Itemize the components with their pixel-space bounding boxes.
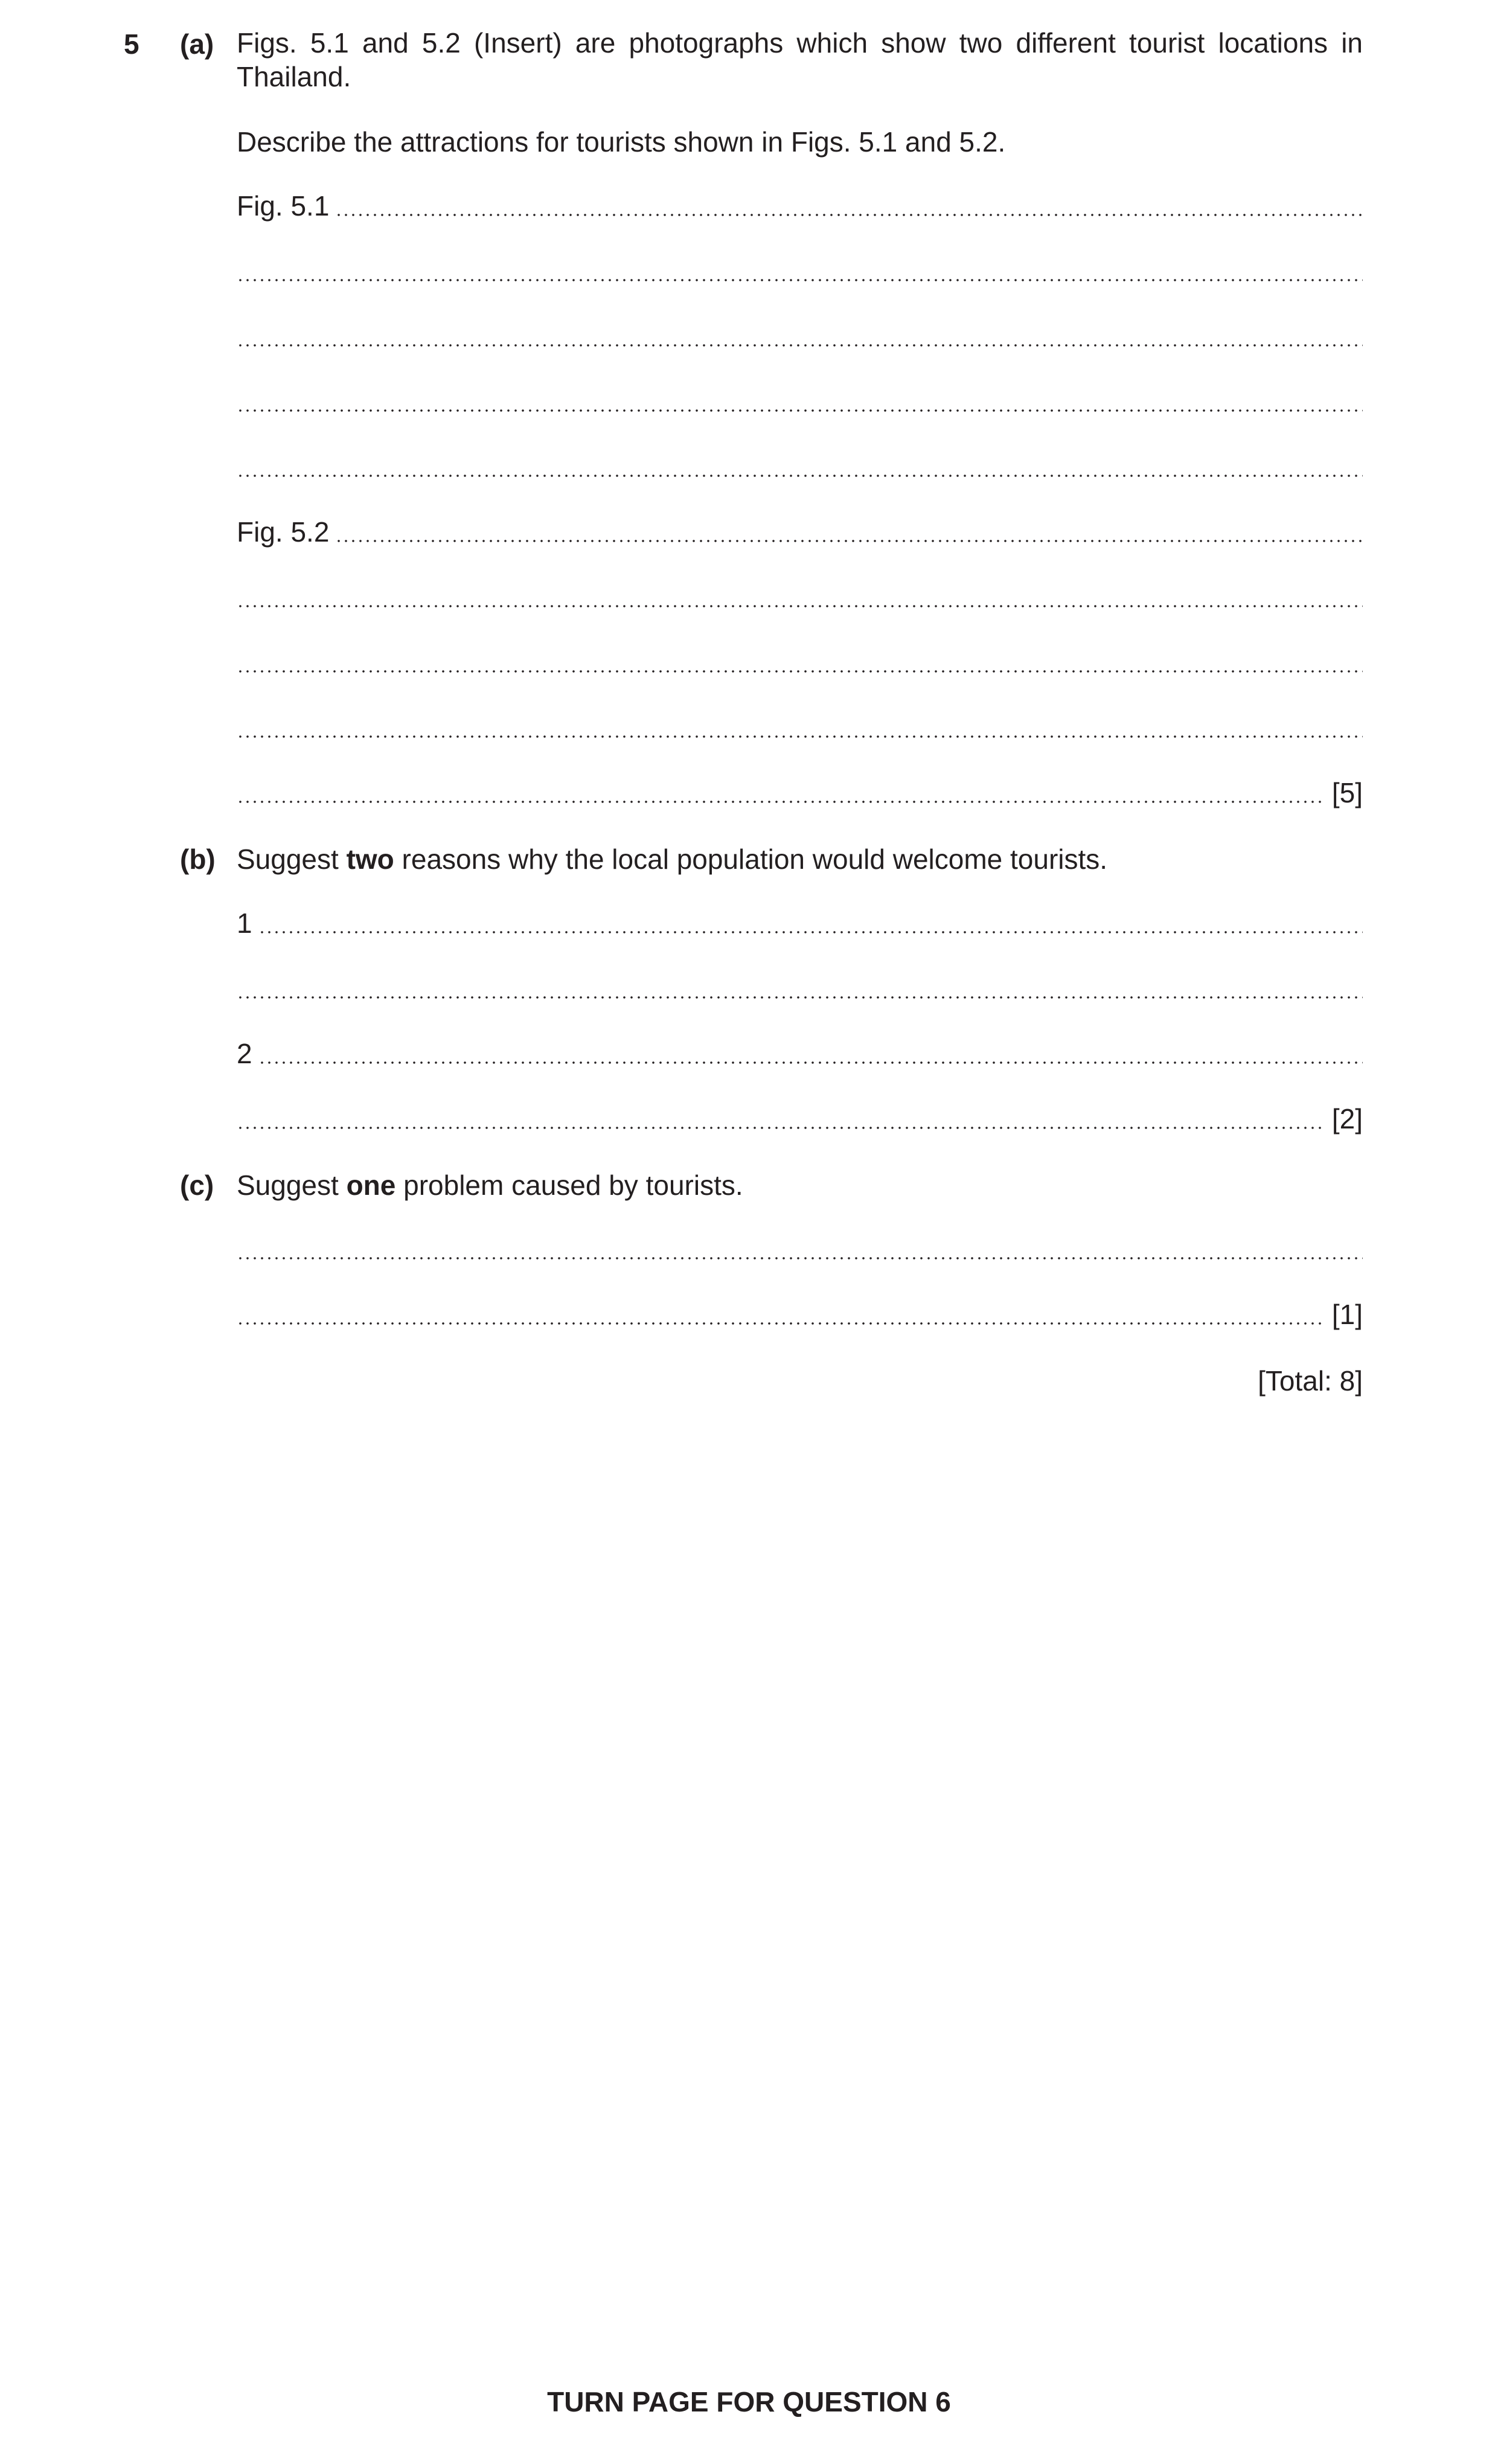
answer-line-fig52-5[interactable] [237, 777, 1363, 808]
question-number: 5 [124, 28, 139, 60]
answer-line-b2[interactable] [237, 1038, 1363, 1069]
dotted-line [335, 214, 1363, 216]
dotted-line [237, 279, 1363, 281]
dotted-line [237, 670, 1363, 673]
answer-line-fig52-1[interactable] [237, 516, 1363, 548]
dotted-line [237, 409, 1363, 412]
part-a-instruction: Describe the attractions for tourists shown in Figs. 5.1 and 5.2. [237, 126, 1006, 158]
answer-line-fig51-1[interactable] [237, 190, 1363, 222]
part-a-intro-line2: Thailand. [237, 61, 351, 92]
part-b-label: (b) [180, 843, 216, 875]
dotted-line [237, 1257, 1363, 1259]
dotted-line [237, 344, 1363, 347]
part-b-emphasis: two [346, 843, 394, 875]
part-b-prompt: Suggest two reasons why the local population would welcome tourists. [237, 843, 1108, 875]
part-c-label: (c) [180, 1170, 214, 1201]
part-c-prompt: Suggest one problem caused by tourists. [237, 1170, 743, 1201]
answer-line-fig52-2[interactable] [237, 584, 1363, 611]
dotted-line [237, 1127, 1324, 1129]
answer-line-b1-cont[interactable] [237, 976, 1363, 1002]
answer-line-fig51-5[interactable] [237, 454, 1363, 481]
answer-line-b1[interactable] [237, 907, 1363, 939]
dotted-line [258, 931, 1363, 933]
part-b-marks: [2] [1331, 1103, 1363, 1134]
answer-line-fig52-4[interactable] [237, 715, 1363, 741]
dotted-line [237, 801, 1324, 803]
dotted-line [237, 475, 1363, 477]
answer-line-c2[interactable] [237, 1299, 1363, 1330]
answer-line-fig52-3[interactable] [237, 650, 1363, 676]
dotted-line [335, 540, 1363, 542]
dotted-line [237, 996, 1363, 999]
page-footer: TURN PAGE FOR QUESTION 6 [547, 2386, 951, 2418]
part-a-marks: [5] [1331, 777, 1363, 808]
total-marks: [Total: 8] [1258, 1365, 1363, 1397]
part-a-intro-line1: Figs. 5.1 and 5.2 (Insert) are photographs which show two different tourist locations in [237, 27, 1363, 59]
answer-line-fig51-4[interactable] [237, 389, 1363, 415]
answer-line-fig51-3[interactable] [237, 324, 1363, 350]
item-number-2: 2 [237, 1038, 252, 1069]
answer-line-c1[interactable] [237, 1237, 1363, 1263]
part-c-emphasis: one [346, 1170, 396, 1201]
fig52-label: Fig. 5.2 [237, 516, 330, 548]
item-number-1: 1 [237, 907, 252, 939]
dotted-line [258, 1061, 1363, 1064]
dotted-line [237, 735, 1363, 738]
part-c-marks: [1] [1331, 1299, 1363, 1330]
part-a-label: (a) [180, 28, 214, 60]
dotted-line [237, 1322, 1324, 1325]
dotted-line [237, 605, 1363, 607]
fig51-label: Fig. 5.1 [237, 190, 330, 222]
answer-line-b2-cont[interactable] [237, 1103, 1363, 1134]
answer-line-fig51-2[interactable] [237, 258, 1363, 285]
